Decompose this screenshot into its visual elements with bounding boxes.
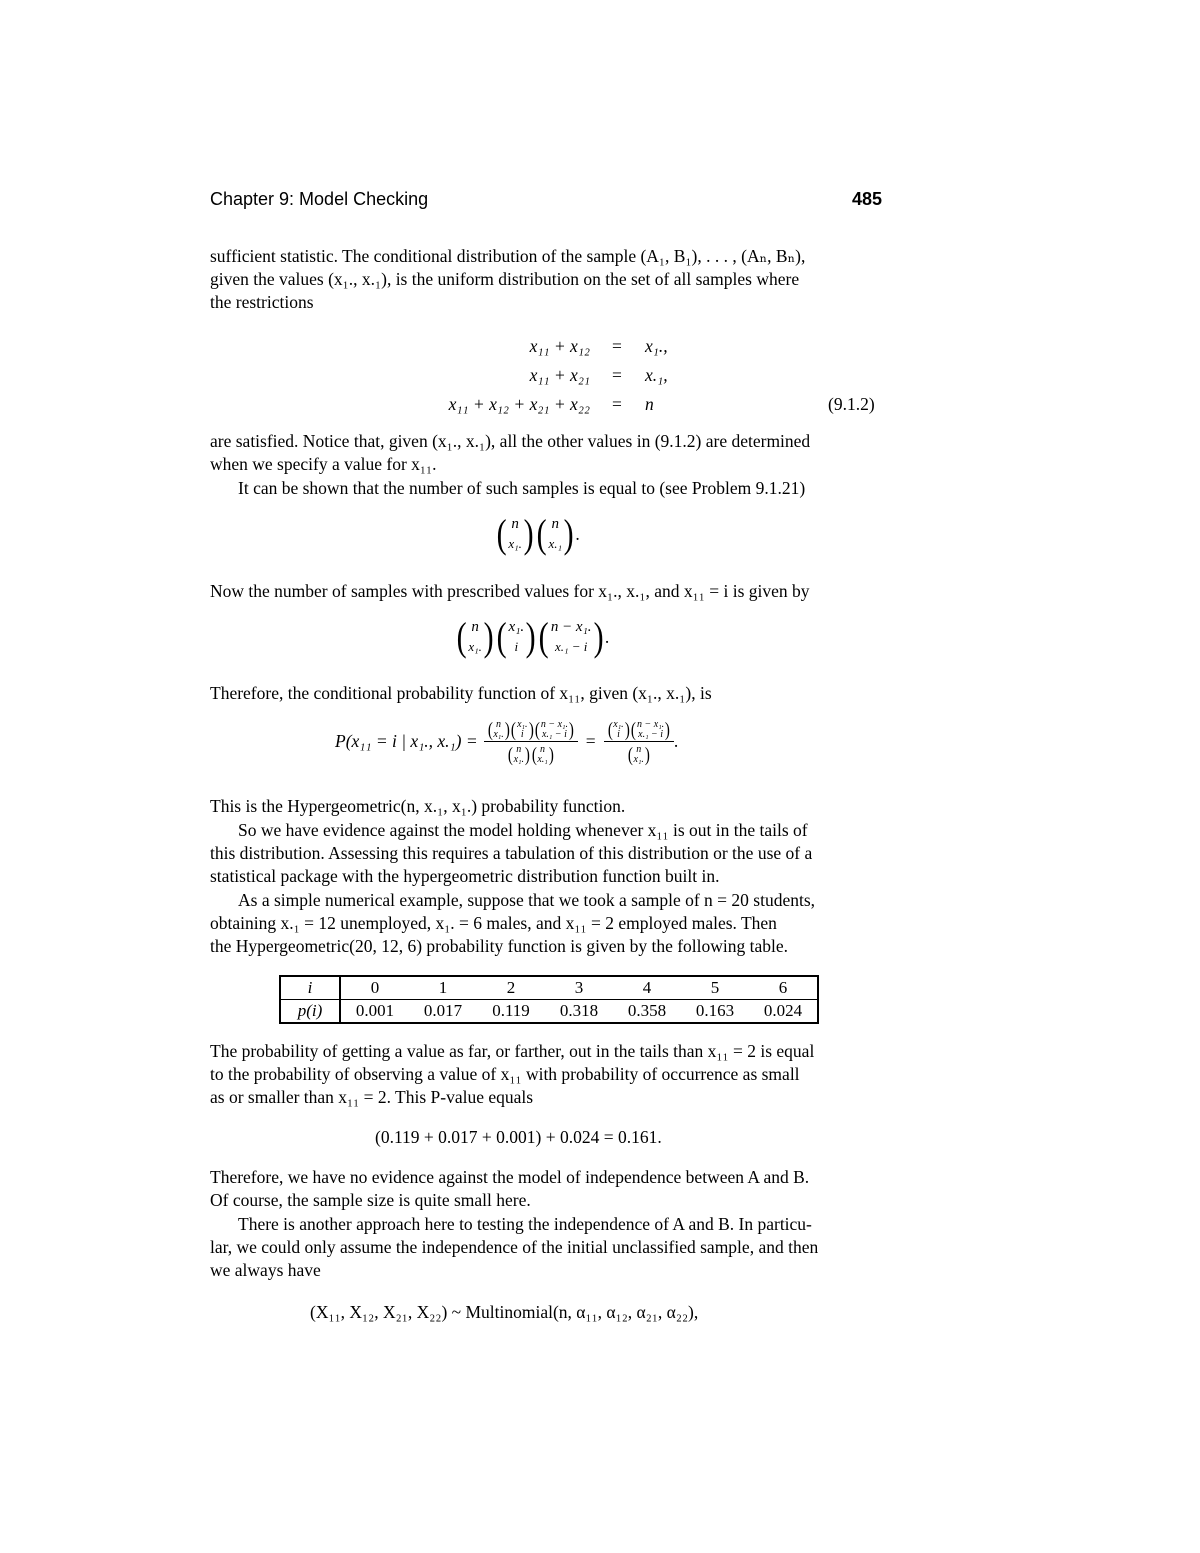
text-line: It can be shown that the number of such samples is equal to (see Problem 9.1.21): [238, 478, 806, 498]
text-line: statistical package with the hypergeometric distribution function built in.: [210, 866, 720, 886]
eq-rhs: n: [645, 394, 654, 414]
table-row: [280, 976, 818, 1000]
text-line: lar, we could only assume the independence of the initial unclassified sample, and then: [210, 1237, 819, 1257]
text-line: This is the Hypergeometric(n, x.₁, x₁.) probability function.: [210, 796, 626, 816]
table-cell: 1: [409, 976, 477, 1000]
binomial-product-equation: ( n x₁. ) ( n x.₁ ) .: [496, 511, 580, 556]
page-number: 485: [851, 189, 882, 209]
table-cell: 0.017: [423, 1001, 463, 1020]
text-line: Now the number of samples with prescribed values for x₁., x.₁, and x₁₁ = i is given by: [210, 581, 810, 601]
text-line: to the probability of observing a value of x₁₁ with probability of occurrence as small: [210, 1064, 800, 1084]
table-cell: 3: [545, 976, 613, 1000]
table-cell: 0.358: [627, 1001, 667, 1020]
eq-sign: =: [612, 336, 622, 356]
table-cell: 0.001: [340, 1000, 409, 1024]
table-cell: 2: [477, 976, 545, 1000]
running-header: Chapter 9: Model Checking: [210, 189, 429, 209]
binomial: ( x₁. i ): [496, 614, 536, 659]
text-line: Therefore, the conditional probability function of x₁₁, given (x₁., x.₁), is: [210, 683, 712, 703]
text-line: sufficient statistic. The conditional distribution of the sample (A₁, B₁), . . . , (Aₙ, Bₙ),: [210, 246, 806, 266]
binomial: ( n x.₁ ): [536, 511, 574, 556]
table-cell: 0.163: [695, 1001, 735, 1020]
text-line: the Hypergeometric(20, 12, 6) probability function is given by the following table.: [210, 936, 789, 956]
binomial: ( n x₁. ): [496, 511, 534, 556]
text-line: Of course, the sample size is quite small here.: [210, 1190, 531, 1210]
table-cell: 0.119: [492, 1001, 530, 1020]
table-cell: 6: [749, 976, 818, 1000]
binomial: ( n − x₁. x.₁ − i ): [539, 614, 604, 659]
text-line: As a simple numerical example, suppose that we took a sample of n = 20 students,: [238, 890, 816, 910]
text-line: when we specify a value for x₁₁.: [210, 454, 437, 474]
table-cell: 5: [681, 976, 749, 1000]
text-line: obtaining x.₁ = 12 unemployed, x₁. = 6 males, and x₁₁ = 2 employed males. Then: [210, 913, 777, 933]
text-line: So we have evidence against the model holding whenever x₁₁ is out in the tails of: [238, 820, 808, 840]
text-line: There is another approach here to testing the independence of A and B. In particu-: [238, 1214, 812, 1234]
table-cell: p(i): [297, 1001, 323, 1020]
text-line: this distribution. Assessing this requires a tabulation of this distribution or the use of a: [210, 843, 813, 863]
table-cell: 0.318: [559, 1001, 599, 1020]
eq-sign: =: [612, 365, 622, 385]
table-cell: 0.024: [763, 1001, 803, 1020]
multinomial-equation: (X₁₁, X₁₂, X₂₁, X₂₂) ~ Multinomial(n, α₁₁, α₁₂, α₂₁, α₂₂),: [310, 1302, 699, 1322]
eq-lhs: x₁₁ + x₁₂: [529, 336, 590, 356]
text-line: as or smaller than x₁₁ = 2. This P-value equals: [210, 1087, 534, 1107]
hypergeometric-table: [279, 975, 819, 1024]
equation-number: (9.1.2): [828, 394, 875, 414]
binomial-product-equation: ( n x₁. ) ( x₁. i ) ( n − x₁. x.₁ − i ) .: [456, 614, 610, 659]
eq-rhs: x₁.,: [645, 336, 668, 356]
p-value-equation: (0.119 + 0.017 + 0.001) + 0.024 = 0.161.: [375, 1127, 662, 1147]
text-line: The probability of getting a value as far, or farther, out in the tails than x₁₁ = 2 is equal: [210, 1041, 815, 1061]
eq-lhs: x₁₁ + x₁₂ + x₂₁ + x₂₂: [448, 394, 590, 414]
eq-lhs: x₁₁ + x₂₁: [529, 365, 590, 385]
fraction: ( x₁. i ) ( n − x₁. x.₁ − i ) ( n x₁. ): [604, 718, 674, 765]
text-line: we always have: [210, 1260, 321, 1280]
table-cell: 4: [613, 976, 681, 1000]
table-row: [280, 1000, 818, 1024]
conditional-probability-equation: P(x₁₁ = i | x₁., x.₁) = ( n x₁. ) ( x₁. i ) ( n − x₁. x.₁ − i ) ( n x₁. ) ( n x.₁ ) = ( x₁. i ) ( n − x₁. x.₁ − i ) ( n x₁. ) .: [335, 718, 679, 766]
text-line: given the values (x₁., x.₁), is the uniform distribution on the set of all samples where: [210, 269, 800, 289]
eq-sign: =: [612, 394, 622, 414]
fraction: ( n x₁. ) ( x₁. i ) ( n − x₁. x.₁ − i ) ( n x₁. ) ( n x.₁ ): [484, 718, 578, 765]
text-line: the restrictions: [210, 292, 314, 312]
table-cell: 0: [340, 976, 409, 1000]
eq-rhs: x.₁,: [645, 365, 668, 385]
binomial: ( n x₁. ): [456, 614, 494, 659]
text-line: Therefore, we have no evidence against the model of independence between A and B.: [210, 1167, 810, 1187]
table-cell: i: [280, 976, 340, 1000]
text-line: are satisfied. Notice that, given (x₁., x.₁), all the other values in (9.1.2) are determined: [210, 431, 811, 451]
